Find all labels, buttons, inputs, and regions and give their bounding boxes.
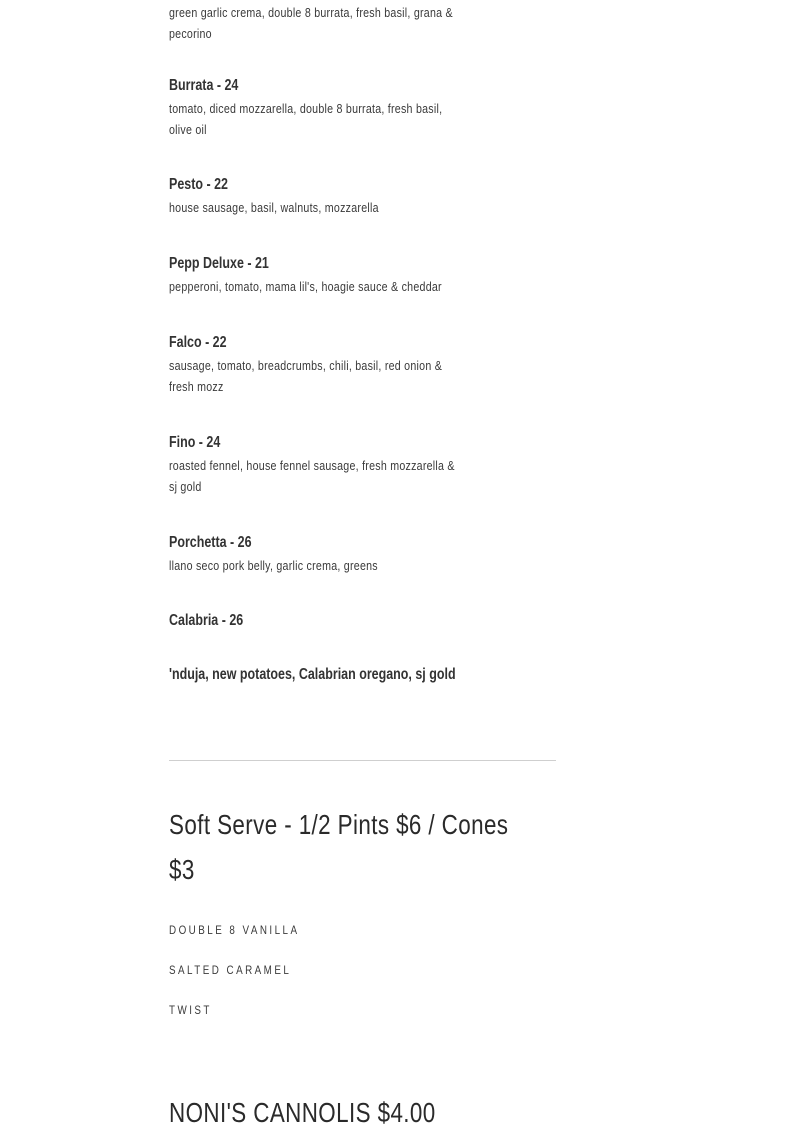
item-description (169, 276, 502, 297)
heading-line: Soft Serve - 1/2 Pints $6 / Cones (169, 809, 509, 840)
soft-serve-heading (169, 802, 593, 892)
description-line: sausage, tomato, breadcrumbs, chili, basil, red onion & (169, 358, 443, 373)
item-title: Fino - 24 (169, 434, 221, 451)
menu-item-pepp-deluxe (169, 254, 502, 297)
heading-line: $3 (169, 854, 195, 885)
menu-item-fino (169, 433, 518, 497)
item-title: Falco - 22 (169, 334, 227, 351)
calabria-description-text: 'nduja, new potatoes, Calabrian oregano, sj gold (169, 666, 456, 683)
menu-item-porchetta (169, 533, 424, 576)
heading-line: NONI'S CANNOLIS $4.00 (169, 1097, 436, 1128)
description-line: roasted fennel, house fennel sausage, fresh mozzarella & (169, 458, 455, 473)
flavor-label: SALTED CARAMEL (169, 963, 292, 977)
description-line: green garlic crema, double 8 burrata, fresh basil, grana & (169, 5, 453, 20)
item-title: Pesto - 22 (169, 176, 228, 193)
item-description (169, 2, 515, 44)
description-line: house sausage, basil, walnuts, mozzarella (169, 200, 379, 215)
description-line: tomato, diced mozzarella, double 8 burrata, fresh basil, (169, 101, 443, 116)
flavor-item (169, 1002, 221, 1018)
calabria-description (169, 665, 536, 685)
item-description (169, 197, 425, 218)
description-line: fresh mozz (169, 379, 224, 394)
item-description (169, 455, 518, 497)
cannolis-heading (169, 1090, 502, 1135)
menu-item-falco (169, 333, 502, 397)
item-description (169, 98, 502, 140)
flavor-item (169, 922, 328, 938)
flavor-label: TWIST (169, 1003, 212, 1017)
menu-item-pesto (169, 175, 425, 218)
flavor-label: DOUBLE 8 VANILLA (169, 923, 300, 937)
description-line: sj gold (169, 479, 202, 494)
item-title: Burrata - 24 (169, 77, 239, 94)
item-title: Calabria - 26 (169, 612, 244, 629)
item-description (169, 355, 502, 397)
menu-item-burrata (169, 76, 502, 140)
item-title: Pepp Deluxe - 21 (169, 255, 269, 272)
description-line: llano seco pork belly, garlic crema, greens (169, 558, 378, 573)
menu-item-top (169, 2, 515, 44)
description-line: pepperoni, tomato, mama lil's, hoagie sauce & cheddar (169, 279, 442, 294)
flavor-item (169, 962, 318, 978)
item-description (169, 555, 424, 576)
menu-item-calabria (169, 611, 264, 633)
item-title: Porchetta - 26 (169, 534, 252, 551)
section-divider (169, 760, 556, 761)
description-line: olive oil (169, 122, 207, 137)
description-line: pecorino (169, 26, 212, 41)
